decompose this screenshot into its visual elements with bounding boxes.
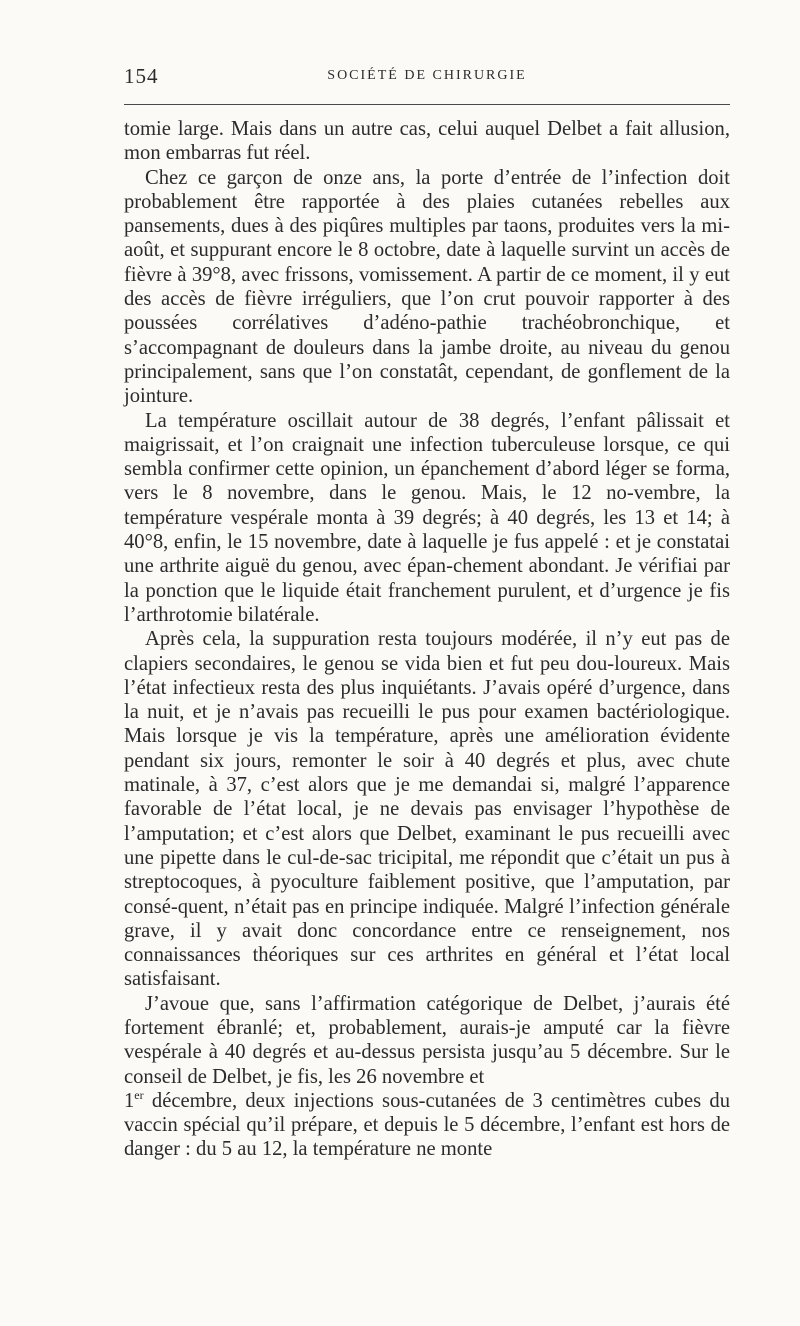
paragraph: tomie large. Mais dans un autre cas, celui auquel Delbet a fait allusion, mon embarras fut réel. (124, 118, 730, 165)
header-rule (124, 104, 730, 105)
paragraph: J’avoue que, sans l’affirmation catégorique de Delbet, j’aurais été fortement ébranlé; et, probablement, aurais-je amputé car la fièvre vespérale à 40 degrés et au-dessus persista jusqu’au 5 décembre. Sur le conseil de Delbet, je fis, les 26 novembre et (124, 992, 730, 1088)
paragraph: Chez ce garçon de onze ans, la porte d’entrée de l’infection doit probablement être rapportée à des plaies cutanées rebelles aux pansements, dues à des piqûres multiples par taons, produites vers la mi-août, et suppurant encore le 8 octobre, date à laquelle survint un accès de fièvre à 39°8, avec frissons, vomissement. A partir de ce moment, il y eut des accès de fièvre irréguliers, que l’on crut pouvoir rapporter à des poussées corrélatives d’adéno-pathie trachéobronchique, et s’accompagnant de douleurs dans la jambe droite, au niveau du genou principalement, sans que l’on constatât, cependant, de gonflement de la jointure. (124, 166, 730, 408)
page-number: 154 (124, 64, 159, 88)
page-header (124, 64, 730, 94)
paragraph: Après cela, la suppuration resta toujours modérée, il n’y eut pas de clapiers secondaires, le genou se vida bien et fut peu dou-loureux. Mais l’état infectieux resta des plus inquiétants. J’avais opéré d’urgence, dans la nuit, et je n’avais pas recueilli le pus pour examen bactériologique. Mais lorsque je vis la température, après une amélioration évidente pendant six jours, remonter le soir à 40 degrés et plus, avec chute matinale, à 37, c’est alors que je me demandai si, malgré l’apparence favorable de l’état local, je ne devais pas envisager l’hypothèse de l’amputation; et c’est alors que Delbet, examinant le pus recueilli avec une pipette dans le cul-de-sac tricipital, me répondit que c’était un pus à streptocoques, à pyoculture faiblement positive, que l’amputation, par consé-quent, n’était pas en principe indiquée. Malgré l’infection générale grave, il y avait donc concordance entre ce renseignement, nos connaissances théoriques sur ces arthrites en général et l’état local satisfaisant. (124, 628, 730, 991)
running-title: SOCIÉTÉ DE CHIRURGIE (327, 68, 527, 83)
paragraph-continued (124, 1089, 730, 1162)
ordinal-number: 1 (124, 1089, 135, 1112)
ordinal-suffix: er (134, 1088, 144, 1103)
body-text (124, 117, 730, 1162)
paragraph-text: décembre, deux injections sous-cutanées de 3 centimètres cubes du vaccin spécial qu’il prépare, et depuis le 5 décembre, l’enfant est hors de danger : du 5 au 12, la température ne monte (124, 1089, 730, 1161)
paragraph: La température oscillait autour de 38 degrés, l’enfant pâlissait et maigrissait, et l’on craignait une infection tuberculeuse lorsque, ce qui sembla confirmer cette opinion, un épanchement d’abord léger se forma, vers le 8 novembre, dans le genou. Mais, le 12 no-vembre, la température vespérale monta à 39 degrés; à 40 degrés, les 13 et 14; à 40°8, enfin, le 15 novembre, date à laquelle je fus appelé : et je constatai une arthrite aiguë du genou, avec épan-chement abondant. Je vérifiai par la ponction que le liquide était franchement purulent, et d’urgence je fis l’arthrotomie bilatérale. (124, 409, 730, 626)
page (124, 0, 730, 1326)
